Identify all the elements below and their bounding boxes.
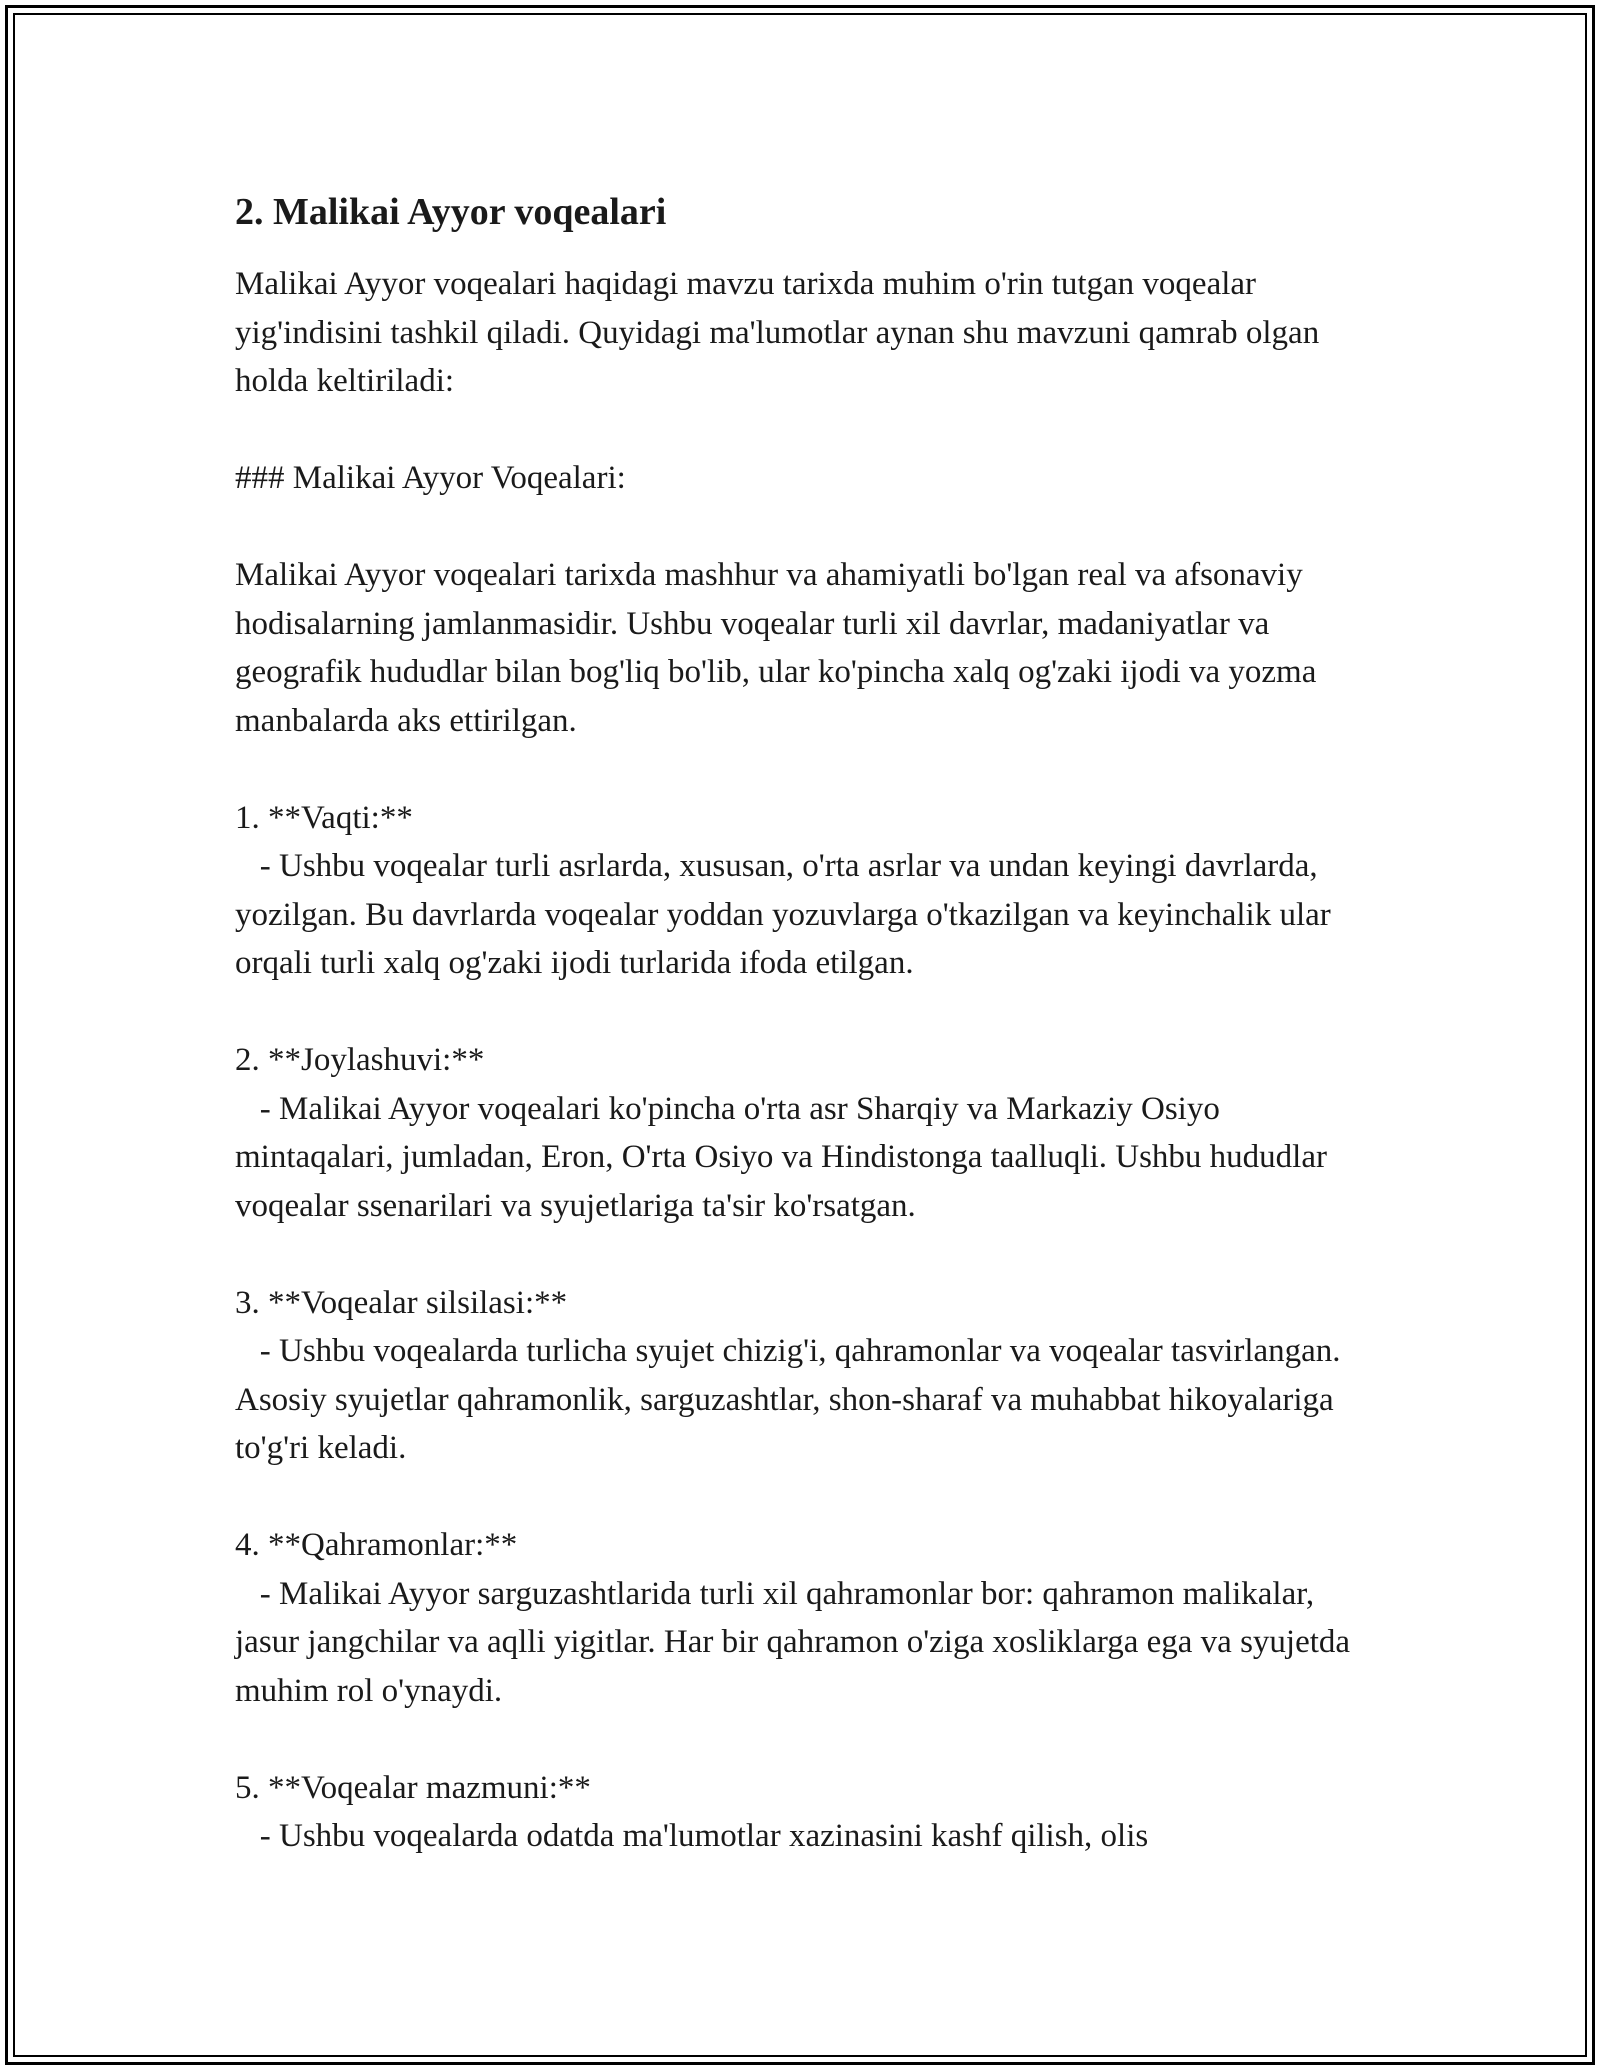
paragraph-gap [235,1230,1385,1279]
document-body [235,188,1385,1861]
section-heading: ### Malikai Ayyor Voqealari: [235,460,626,496]
list-item-heroes: 4. **Qahramonlar:** - Malikai Ayyor sarguzashtlarida turli xil qahramonlar bor: qahramon malikalar, jasur jangchilar va aqlli yigitlar. Har bir qahramon o'ziga xosliklarga ega va syujetda muhim rol o'ynaydi. [235,1527,1351,1709]
paragraph-gap [235,745,1385,794]
list-item-content: 5. **Voqealar mazmuni:** - Ushbu voqealarda odatda ma'lumotlar xazinasini kashf qilish, olis [235,1769,1149,1854]
paragraph-gap [235,406,1385,455]
overview-paragraph: Malikai Ayyor voqealari tarixda mashhur va ahamiyatli bo'lgan real va afsonaviy hodisalarning jamlanmasidir. Ushbu voqealar turli xil davrlar, madaniyatlar va geografik hududlar bilan bog'liq bo'lib, ular ko'pincha xalq og'zaki ijodi va yozma manbalarda aks ettirilgan. [235,557,1325,739]
document-title: 2. Malikai Ayyor voqealari [235,191,667,233]
list-item-time: 1. **Vaqti:** - Ushbu voqealar turli asrlarda, xususan, o'rta asrlar va undan keyingi davrlarda, yozilgan. Bu davrlarda voqealar yoddan yozuvlarga o'tkazilgan va keyinchalik ular orqali turli xalq og'zaki ijodi turlarida ifoda etilgan. [235,799,1331,981]
paragraph-gap [235,988,1385,1037]
paragraph-gap [235,503,1385,552]
list-item-location: 2. **Joylashuvi:** - Malikai Ayyor voqealari ko'pincha o'rta asr Sharqiy va Markaziy Osiyo mintaqalari, jumladan, Eron, O'rta Osiyo va Hindistonga taalluqli. Ushbu hududlar voqealar ssenarilari va syujetlariga ta'sir ko'rsatgan. [235,1042,1327,1224]
list-item-sequence: 3. **Voqealar silsilasi:** - Ushbu voqealarda turlicha syujet chizig'i, qahramonlar va voqealar tasvirlangan. Asosiy syujetlar qahramonlik, sarguzashtlar, shon-sharaf va muhabbat hikoyalariga to'g'ri keladi. [235,1284,1341,1466]
intro-paragraph: Malikai Ayyor voqealari haqidagi mavzu tarixda muhim o'rin tutgan voqealar yig'indisini tashkil qiladi. Quyidagi ma'lumotlar aynan shu mavzuni qamrab olgan holda keltiriladi: [235,266,1328,399]
paragraph-gap [235,1715,1385,1764]
paragraph-gap [235,1473,1385,1522]
